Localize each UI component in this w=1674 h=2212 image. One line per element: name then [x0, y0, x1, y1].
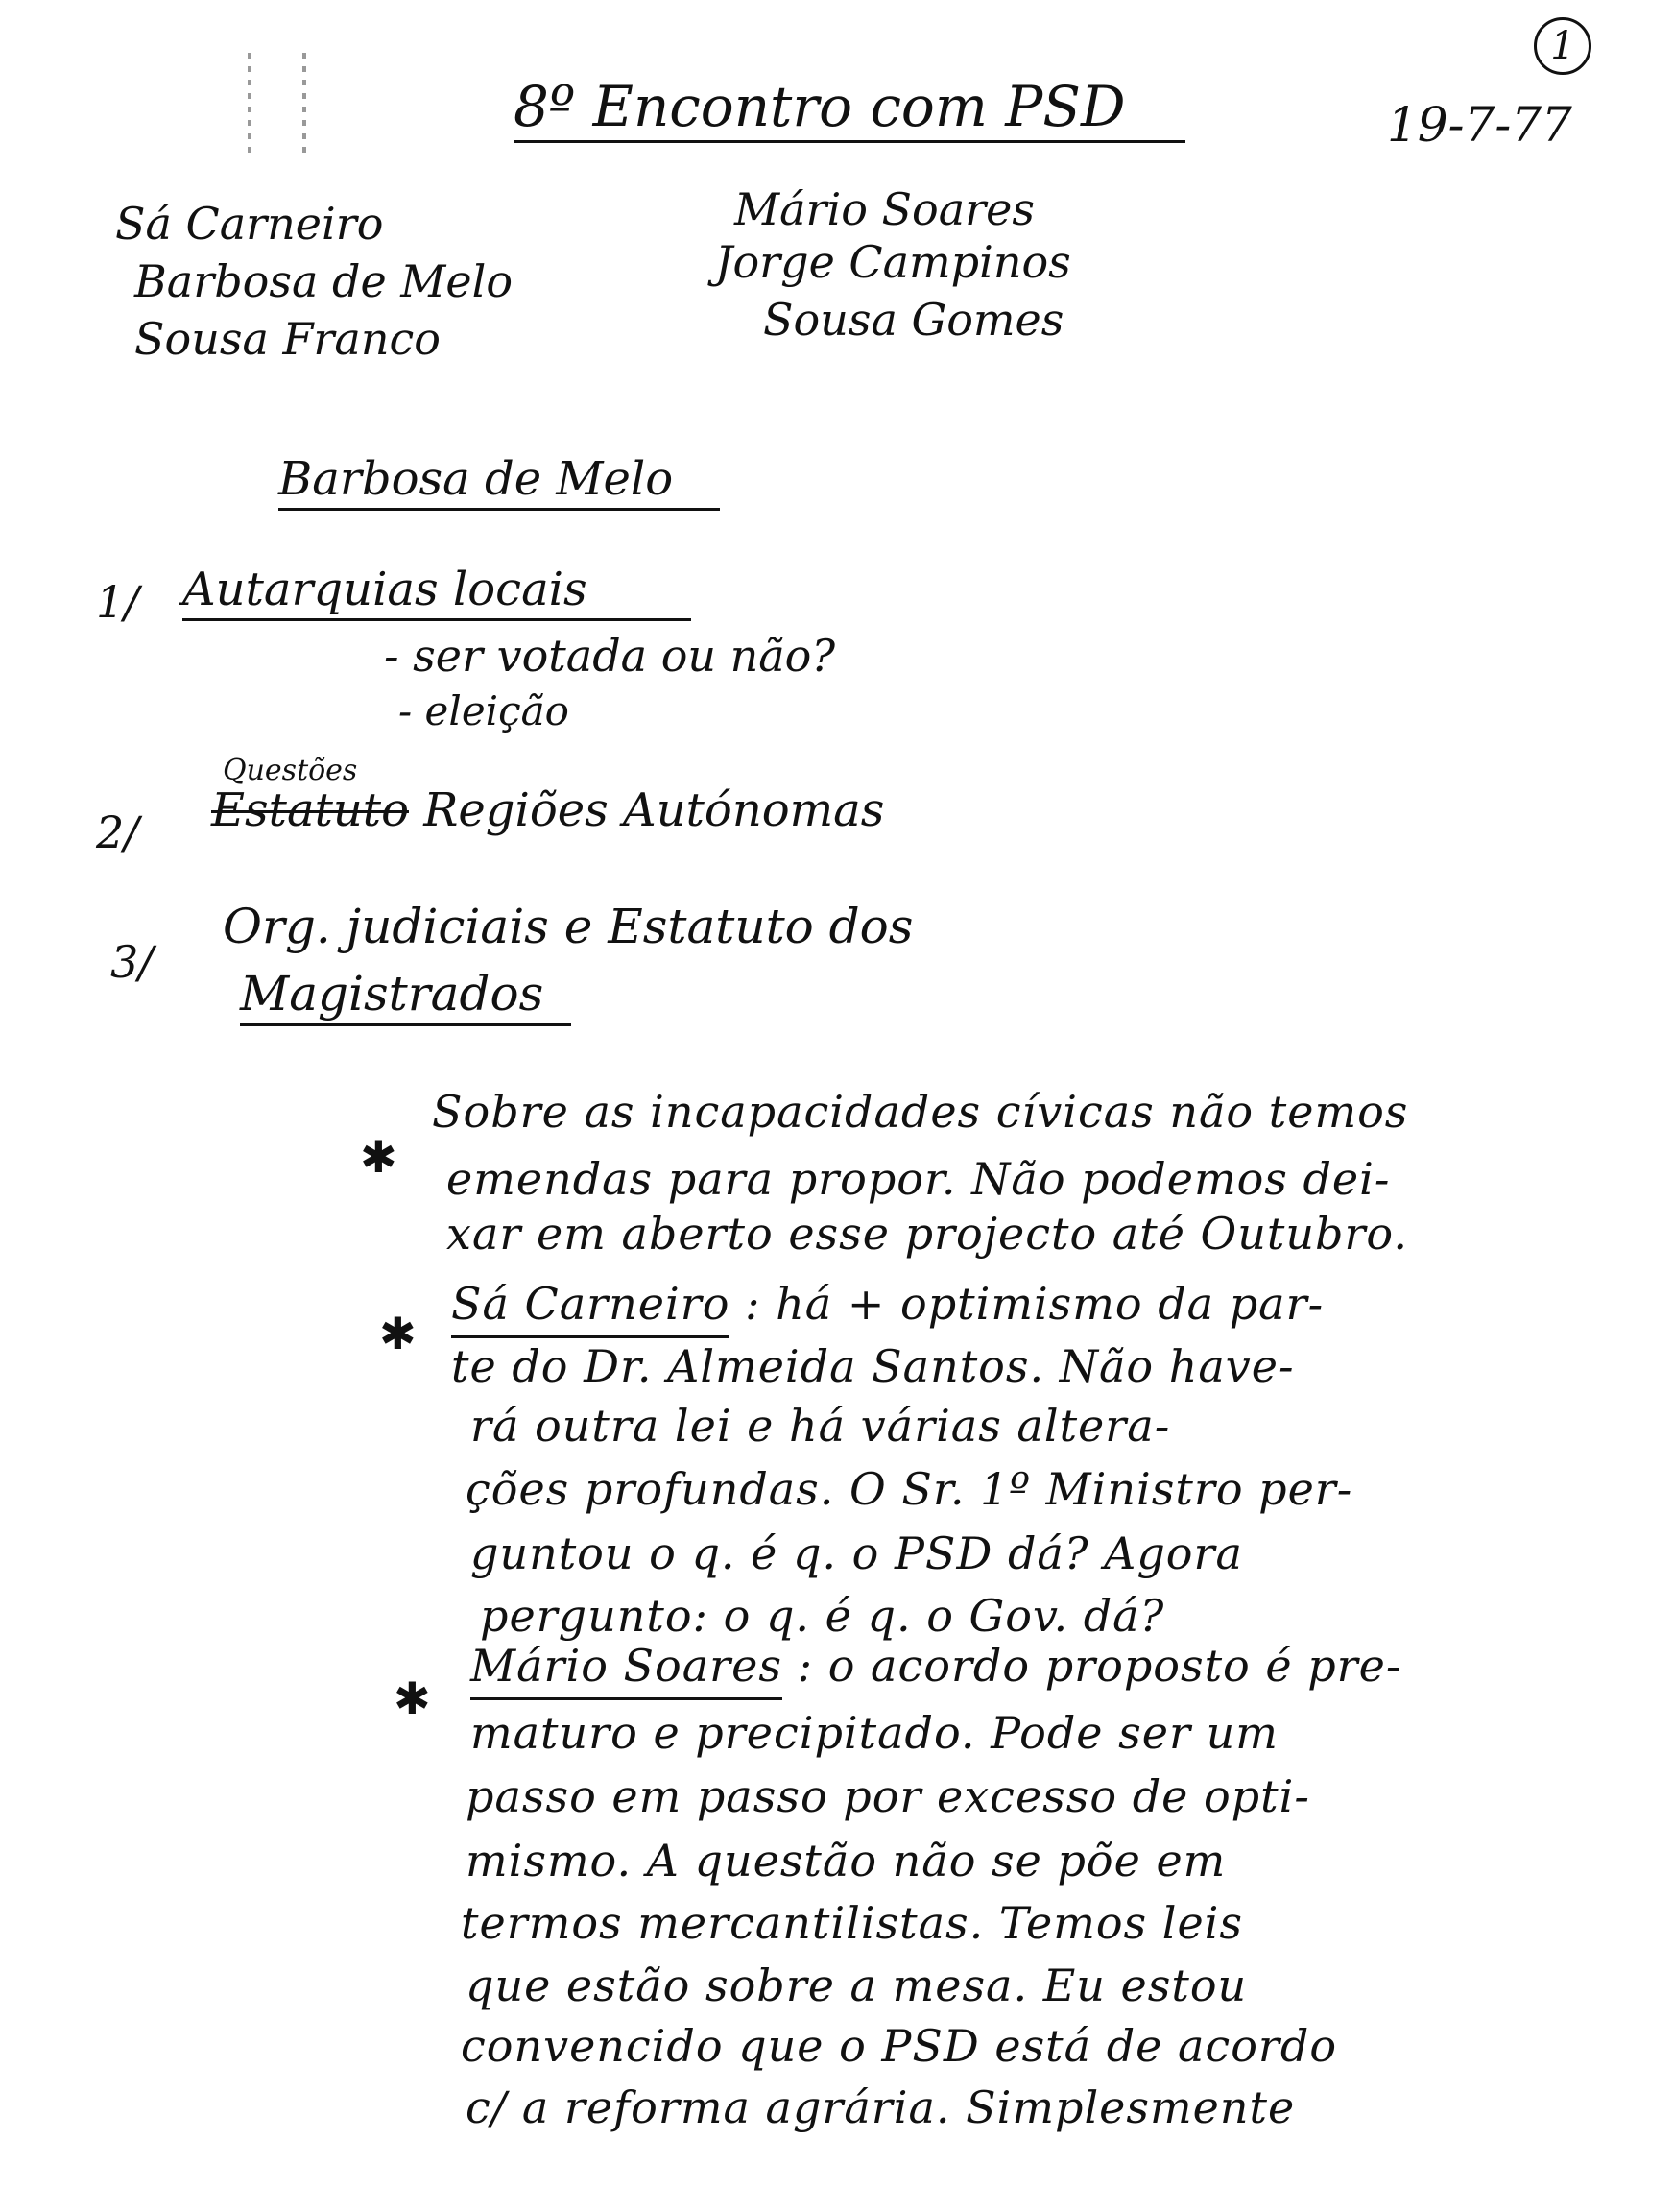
- note-text: : há + optimismo da par-: [745, 1278, 1325, 1330]
- note-line: pergunto: o q. é q. o Gov. dá?: [480, 1590, 1165, 1642]
- attendee: Sousa Gomes: [763, 294, 1064, 346]
- item-number: 1/: [96, 576, 139, 628]
- section-title: Barbosa de Melo: [278, 456, 720, 511]
- note-line: passo em passo por excesso de opti-: [466, 1770, 1310, 1822]
- page-number: 1: [1534, 17, 1591, 75]
- note-line: ções profundas. O Sr. 1º Ministro per-: [466, 1463, 1353, 1515]
- item-struck-text: [211, 783, 885, 837]
- item-text: Autarquias locais: [182, 566, 691, 621]
- attendee: Mário Soares: [734, 183, 1035, 235]
- speaker-name: Mário Soares: [470, 1640, 782, 1700]
- asterisk-bullet: ✱: [394, 1672, 431, 1724]
- item-number: 3/: [110, 936, 154, 988]
- note-line: c/ a reforma agrária. Simplesmente: [466, 2081, 1296, 2133]
- note-line: rá outra lei e há várias altera-: [470, 1400, 1171, 1452]
- punch-hole-mark: [248, 53, 251, 158]
- note-line: [470, 1640, 1402, 1692]
- asterisk-bullet: ✱: [360, 1131, 397, 1183]
- page-title: 8º Encontro com PSD: [514, 79, 1185, 143]
- page-date: 19-7-77: [1387, 97, 1572, 153]
- attendee: Sousa Franco: [134, 313, 441, 365]
- item-text: Org. judiciais e Estatuto dos: [223, 899, 914, 954]
- attendee: Jorge Campinos: [715, 236, 1071, 288]
- attendee: Barbosa de Melo: [134, 255, 514, 307]
- note-line: emendas para propor. Não podemos dei-: [446, 1153, 1391, 1205]
- item-subpoint: - ser votada ou não?: [384, 630, 836, 682]
- struck-word: Estatuto: [211, 783, 409, 837]
- note-line: [451, 1278, 1325, 1330]
- note-line: mismo. A questão não se põe em: [466, 1835, 1227, 1887]
- asterisk-bullet: ✱: [379, 1308, 417, 1359]
- item-number: 2/: [96, 806, 139, 858]
- item-text: Regiões Autónomas: [423, 783, 885, 837]
- note-line: que estão sobre a mesa. Eu estou: [466, 1960, 1248, 2011]
- note-line: te do Dr. Almeida Santos. Não have-: [451, 1340, 1295, 1392]
- speaker-name: Sá Carneiro: [451, 1278, 729, 1338]
- item-text-continued: Magistrados: [240, 970, 571, 1026]
- item-subpoint: - eleição: [398, 687, 569, 734]
- note-line: guntou o q. é q. o PSD dá? Agora: [470, 1527, 1243, 1579]
- note-line: convencido que o PSD está de acordo: [461, 2020, 1338, 2072]
- note-text: : o acordo proposto é pre-: [797, 1640, 1402, 1692]
- note-line: Sobre as incapacidades cívicas não temos: [432, 1086, 1409, 1138]
- note-line: xar em aberto esse projecto até Outubro.: [446, 1208, 1408, 1260]
- note-line: maturo e precipitado. Pode ser um: [470, 1707, 1279, 1759]
- note-line: termos mercantilistas. Temos leis: [461, 1897, 1243, 1949]
- item-note: Questões: [223, 754, 358, 787]
- attendee: Sá Carneiro: [115, 198, 384, 250]
- punch-hole-mark: [302, 53, 306, 158]
